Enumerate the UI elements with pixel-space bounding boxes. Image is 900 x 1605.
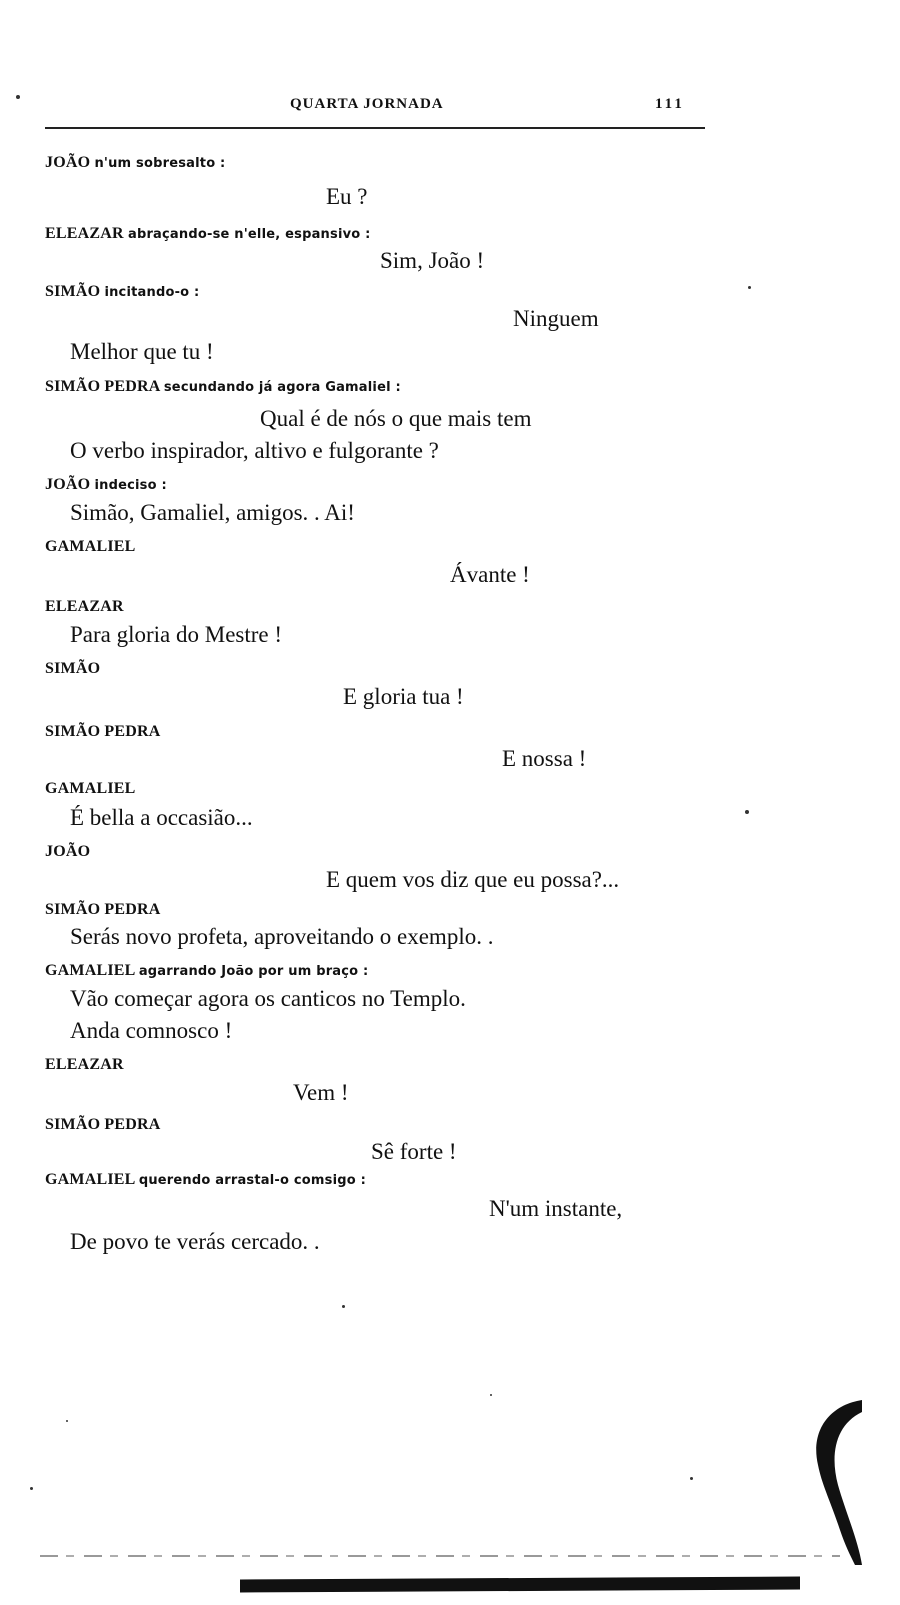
verse-line: Vão começar agora os canticos no Templo. — [70, 986, 466, 1011]
verse-line: O verbo inspirador, altivo e fulgorante ? — [70, 438, 439, 463]
running-head: QUARTA JORNADA — [290, 96, 444, 112]
speaker-name: SIMÃO PEDRA — [45, 901, 161, 918]
page-bottom-shadow — [240, 1577, 800, 1593]
verse-line: Serás novo profeta, aproveitando o exemplo. . — [70, 924, 494, 949]
verse-line: Para gloria do Mestre ! — [70, 622, 283, 647]
speaker-line — [45, 1171, 366, 1189]
page-curl-shadow — [800, 1390, 870, 1570]
verse-line: É bella a occasião... — [70, 805, 253, 830]
speaker-name: GAMALIEL — [45, 962, 135, 979]
verse-line: E quem vos diz que eu possa?... — [326, 867, 620, 892]
scan-edge-noise — [40, 1555, 840, 1557]
speaker-line — [45, 225, 371, 243]
scan-speck — [745, 810, 749, 814]
speaker-line — [45, 378, 401, 396]
speaker-line — [45, 476, 167, 494]
speaker-name: ELEAZAR — [45, 225, 124, 242]
stage-direction: incitando-o : — [104, 285, 200, 300]
speaker-name: GAMALIEL — [45, 780, 136, 797]
speaker-name: GAMALIEL — [45, 538, 136, 555]
verse-line: N'um instante, — [489, 1196, 623, 1221]
stage-direction: querendo arrastal-o comsigo : — [138, 1173, 366, 1188]
verse-line: Ninguem — [513, 306, 599, 331]
verse-line: E nossa ! — [502, 746, 587, 771]
scan-speck — [16, 95, 20, 99]
stage-direction: secundando já agora Gamaliel : — [163, 380, 401, 395]
speaker-name: SIMÃO PEDRA — [45, 723, 161, 740]
verse-line: Melhor que tu ! — [70, 339, 214, 364]
scan-speck — [66, 1420, 68, 1422]
speaker-name: SIMÃO PEDRA — [45, 378, 160, 395]
verse-line: Eu ? — [326, 184, 368, 209]
verse-line: Simão, Gamaliel, amigos. . Ai! — [70, 500, 355, 525]
stage-direction: n'um sobresalto : — [94, 156, 226, 171]
speaker-name: JOÃO — [45, 476, 91, 493]
header-rule — [45, 127, 705, 129]
verse-line: Sê forte ! — [371, 1139, 457, 1164]
verse-line: Vem ! — [293, 1080, 349, 1105]
verse-line: Sim, João ! — [380, 248, 485, 273]
scan-speck — [30, 1487, 33, 1490]
verse-line: De povo te verás cercado. . — [70, 1229, 320, 1254]
stage-direction: agarrando João por um braço : — [138, 964, 369, 979]
speaker-line — [45, 283, 199, 301]
speaker-name: ELEAZAR — [45, 1056, 124, 1073]
speaker-name: GAMALIEL — [45, 1171, 135, 1188]
speaker-name: ELEAZAR — [45, 598, 124, 615]
scan-speck — [342, 1305, 345, 1308]
page-number: 111 — [655, 96, 685, 112]
verse-line: E gloria tua ! — [343, 684, 464, 709]
speaker-line — [45, 154, 225, 172]
speaker-name: SIMÃO — [45, 660, 101, 677]
speaker-name: JOÃO — [45, 154, 91, 171]
scan-speck — [748, 286, 751, 289]
verse-line: Anda comnosco ! — [70, 1018, 233, 1043]
speaker-name: SIMÃO — [45, 283, 101, 300]
stage-direction: indeciso : — [94, 478, 167, 493]
verse-line: Ávante ! — [450, 562, 530, 587]
scan-speck — [490, 1394, 492, 1396]
stage-direction: abraçando-se n'elle, espansivo : — [127, 227, 371, 242]
speaker-name: SIMÃO PEDRA — [45, 1116, 161, 1133]
speaker-line — [45, 962, 368, 980]
speaker-name: JOÃO — [45, 843, 91, 860]
verse-line: Qual é de nós o que mais tem — [260, 406, 532, 431]
scan-speck — [690, 1477, 693, 1480]
